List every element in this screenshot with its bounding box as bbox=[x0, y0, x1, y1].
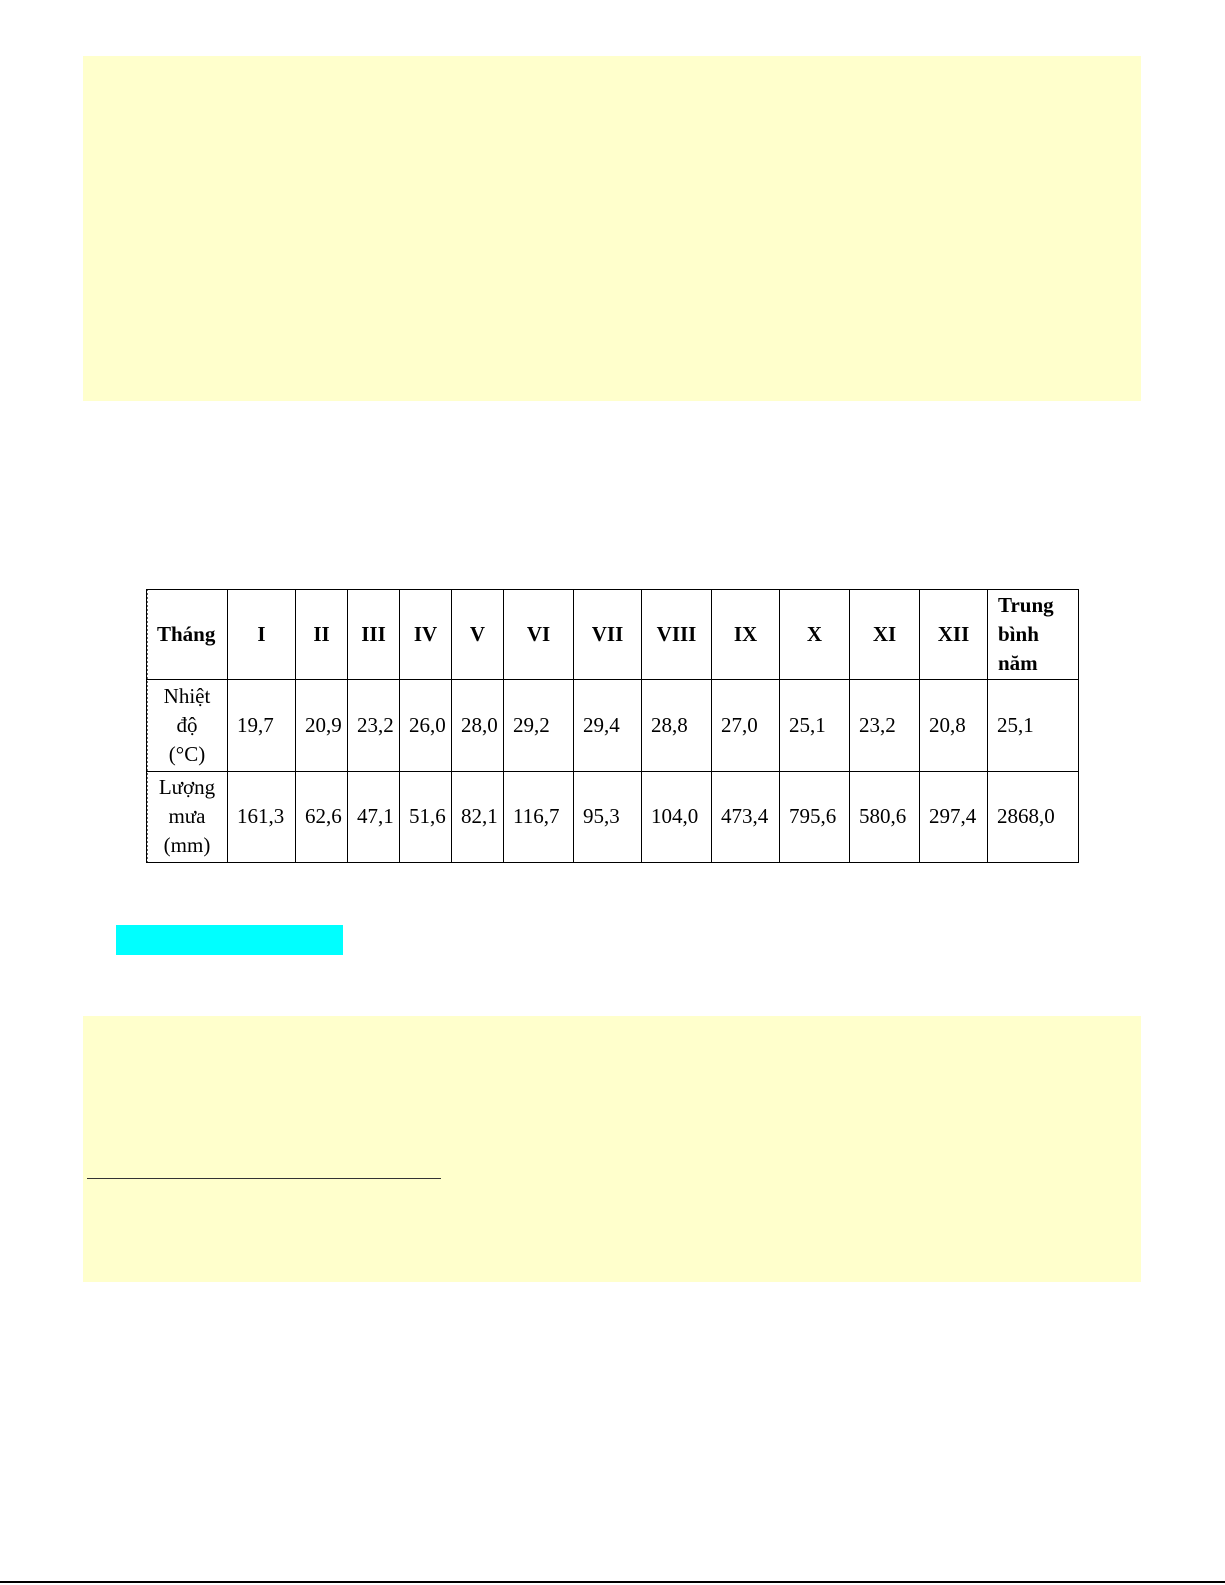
table-cell: 26,0 bbox=[400, 680, 452, 771]
header-month-1: I bbox=[228, 590, 296, 680]
table-cell: 795,6 bbox=[780, 771, 850, 862]
table-cell: 20,9 bbox=[296, 680, 348, 771]
header-month-10: X bbox=[780, 590, 850, 680]
highlighted-paragraph-bottom bbox=[83, 1016, 1141, 1282]
table-cell: 82,1 bbox=[452, 771, 504, 862]
table-cell: 23,2 bbox=[348, 680, 400, 771]
table-cell-average: 25,1 bbox=[988, 680, 1079, 771]
table-row-rainfall bbox=[147, 771, 1079, 862]
table-cell: 47,1 bbox=[348, 771, 400, 862]
table-cell: 28,8 bbox=[642, 680, 712, 771]
highlight-marker bbox=[116, 925, 343, 955]
table-cell: 29,2 bbox=[504, 680, 574, 771]
header-avg-line-3: năm bbox=[998, 651, 1038, 676]
table-cell-average: 2868,0 bbox=[988, 771, 1079, 862]
table-header-row bbox=[147, 590, 1079, 680]
table-cell: 95,3 bbox=[574, 771, 642, 862]
table-cell: 62,6 bbox=[296, 771, 348, 862]
header-month-4: IV bbox=[400, 590, 452, 680]
row-label-line-2: độ bbox=[176, 712, 198, 737]
header-month-9: IX bbox=[712, 590, 780, 680]
row-label-line-3: (°C) bbox=[168, 741, 206, 766]
row-label-temperature bbox=[147, 680, 228, 771]
underline-rule bbox=[87, 1178, 441, 1179]
table-cell: 19,7 bbox=[228, 680, 296, 771]
header-month-3: III bbox=[348, 590, 400, 680]
table-cell: 580,6 bbox=[850, 771, 920, 862]
header-month-8: VIII bbox=[642, 590, 712, 680]
header-month-label: Tháng bbox=[147, 590, 228, 680]
table-cell: 161,3 bbox=[228, 771, 296, 862]
page-bottom-rule bbox=[0, 1581, 1225, 1583]
table-cell: 51,6 bbox=[400, 771, 452, 862]
row-label-line-1: Nhiệt bbox=[163, 683, 211, 708]
table-cell: 29,4 bbox=[574, 680, 642, 771]
row-label-line-2: mưa bbox=[168, 804, 206, 829]
table-cell: 25,1 bbox=[780, 680, 850, 771]
table-cell: 20,8 bbox=[920, 680, 988, 771]
header-annual-average bbox=[988, 590, 1079, 680]
header-month-6: VI bbox=[504, 590, 574, 680]
table-row-temperature bbox=[147, 680, 1079, 771]
header-month-11: XI bbox=[850, 590, 920, 680]
table-cell: 27,0 bbox=[712, 680, 780, 771]
header-month-2: II bbox=[296, 590, 348, 680]
table-cell: 23,2 bbox=[850, 680, 920, 771]
table-cell: 104,0 bbox=[642, 771, 712, 862]
climate-table bbox=[146, 589, 1079, 863]
highlighted-paragraph-top bbox=[83, 56, 1141, 401]
row-label-line-1: Lượng bbox=[158, 775, 216, 800]
table-cell: 28,0 bbox=[452, 680, 504, 771]
header-month-7: VII bbox=[574, 590, 642, 680]
table-cell: 473,4 bbox=[712, 771, 780, 862]
header-avg-line-1: Trung bbox=[998, 593, 1054, 618]
header-avg-line-2: bình bbox=[998, 622, 1039, 647]
header-month-12: XII bbox=[920, 590, 988, 680]
header-month-5: V bbox=[452, 590, 504, 680]
table-cell: 297,4 bbox=[920, 771, 988, 862]
row-label-rainfall bbox=[147, 771, 228, 862]
table-cell: 116,7 bbox=[504, 771, 574, 862]
row-label-line-3: (mm) bbox=[163, 833, 211, 858]
climate-table-container bbox=[146, 589, 1078, 863]
